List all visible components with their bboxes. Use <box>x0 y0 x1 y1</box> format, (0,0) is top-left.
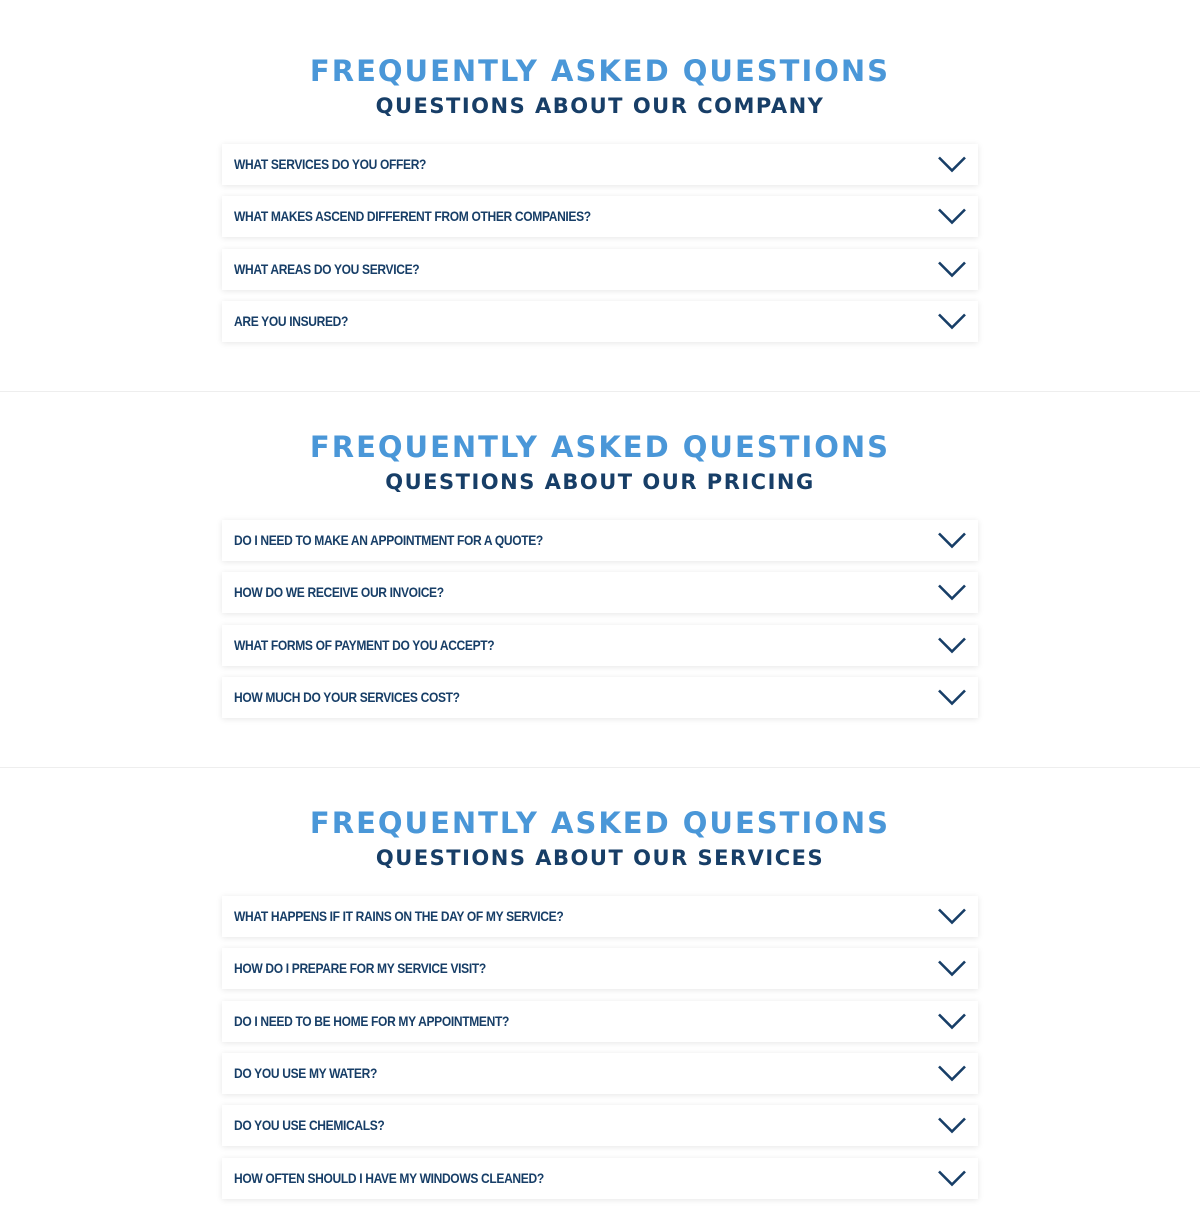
faq-item[interactable] <box>222 572 978 613</box>
faq-question: WHAT AREAS DO YOU SERVICE? <box>234 260 420 277</box>
faq-question: HOW DO I PREPARE FOR MY SERVICE VISIT? <box>234 960 486 977</box>
chevron-down-icon[interactable] <box>938 1013 966 1030</box>
faq-list <box>222 144 978 353</box>
faq-list <box>222 896 978 1210</box>
chevron-down-icon[interactable] <box>938 1065 966 1082</box>
faq-title: FREQUENTLY ASKED QUESTIONS <box>309 54 891 88</box>
faq-subtitle: QUESTIONS ABOUT OUR COMPANY <box>375 94 825 118</box>
chevron-down-icon[interactable] <box>938 1117 966 1134</box>
chevron-down-icon[interactable] <box>938 532 966 549</box>
faq-subtitle: QUESTIONS ABOUT OUR SERVICES <box>375 846 825 870</box>
faq-question: WHAT FORMS OF PAYMENT DO YOU ACCEPT? <box>234 636 495 653</box>
faq-item[interactable] <box>222 677 978 718</box>
faq-item[interactable] <box>222 625 978 666</box>
chevron-down-icon[interactable] <box>938 1170 966 1187</box>
chevron-down-icon[interactable] <box>938 208 966 225</box>
chevron-down-icon[interactable] <box>938 637 966 654</box>
faq-section-pricing <box>0 391 1200 768</box>
faq-item[interactable] <box>222 896 978 937</box>
faq-question: DO I NEED TO BE HOME FOR MY APPOINTMENT? <box>234 1012 509 1029</box>
faq-item[interactable] <box>222 1001 978 1042</box>
chevron-down-icon[interactable] <box>938 313 966 330</box>
faq-section-services <box>0 767 1200 1201</box>
chevron-down-icon[interactable] <box>938 584 966 601</box>
faq-question: DO YOU USE CHEMICALS? <box>234 1117 385 1134</box>
faq-item[interactable] <box>222 1053 978 1094</box>
faq-title: FREQUENTLY ASKED QUESTIONS <box>309 430 891 464</box>
chevron-down-icon[interactable] <box>938 689 966 706</box>
faq-item[interactable] <box>222 1158 978 1199</box>
faq-question: DO YOU USE MY WATER? <box>234 1064 377 1081</box>
faq-item[interactable] <box>222 948 978 989</box>
faq-question: HOW MUCH DO YOUR SERVICES COST? <box>234 688 460 705</box>
faq-item[interactable] <box>222 301 978 342</box>
chevron-down-icon[interactable] <box>938 960 966 977</box>
faq-subtitle: QUESTIONS ABOUT OUR PRICING <box>385 470 815 494</box>
faq-question: DO I NEED TO MAKE AN APPOINTMENT FOR A QUOTE? <box>234 532 543 548</box>
faq-question: WHAT HAPPENS IF IT RAINS ON THE DAY OF MY SERVICE? <box>234 908 564 924</box>
chevron-down-icon[interactable] <box>938 261 966 278</box>
faq-section-company <box>0 0 1200 391</box>
faq-item[interactable] <box>222 1105 978 1146</box>
chevron-down-icon[interactable] <box>938 908 966 925</box>
faq-question: WHAT SERVICES DO YOU OFFER? <box>234 156 427 172</box>
faq-item[interactable] <box>222 249 978 290</box>
faq-question: HOW OFTEN SHOULD I HAVE MY WINDOWS CLEANED? <box>234 1169 544 1186</box>
faq-list <box>222 520 978 729</box>
chevron-down-icon[interactable] <box>938 156 966 173</box>
faq-item[interactable] <box>222 196 978 237</box>
faq-question: WHAT MAKES ASCEND DIFFERENT FROM OTHER COMPANIES? <box>234 208 591 225</box>
faq-item[interactable] <box>222 520 978 561</box>
faq-question: ARE YOU INSURED? <box>234 312 349 329</box>
faq-title: FREQUENTLY ASKED QUESTIONS <box>309 806 891 840</box>
faq-question: HOW DO WE RECEIVE OUR INVOICE? <box>234 584 444 601</box>
faq-item[interactable] <box>222 144 978 185</box>
